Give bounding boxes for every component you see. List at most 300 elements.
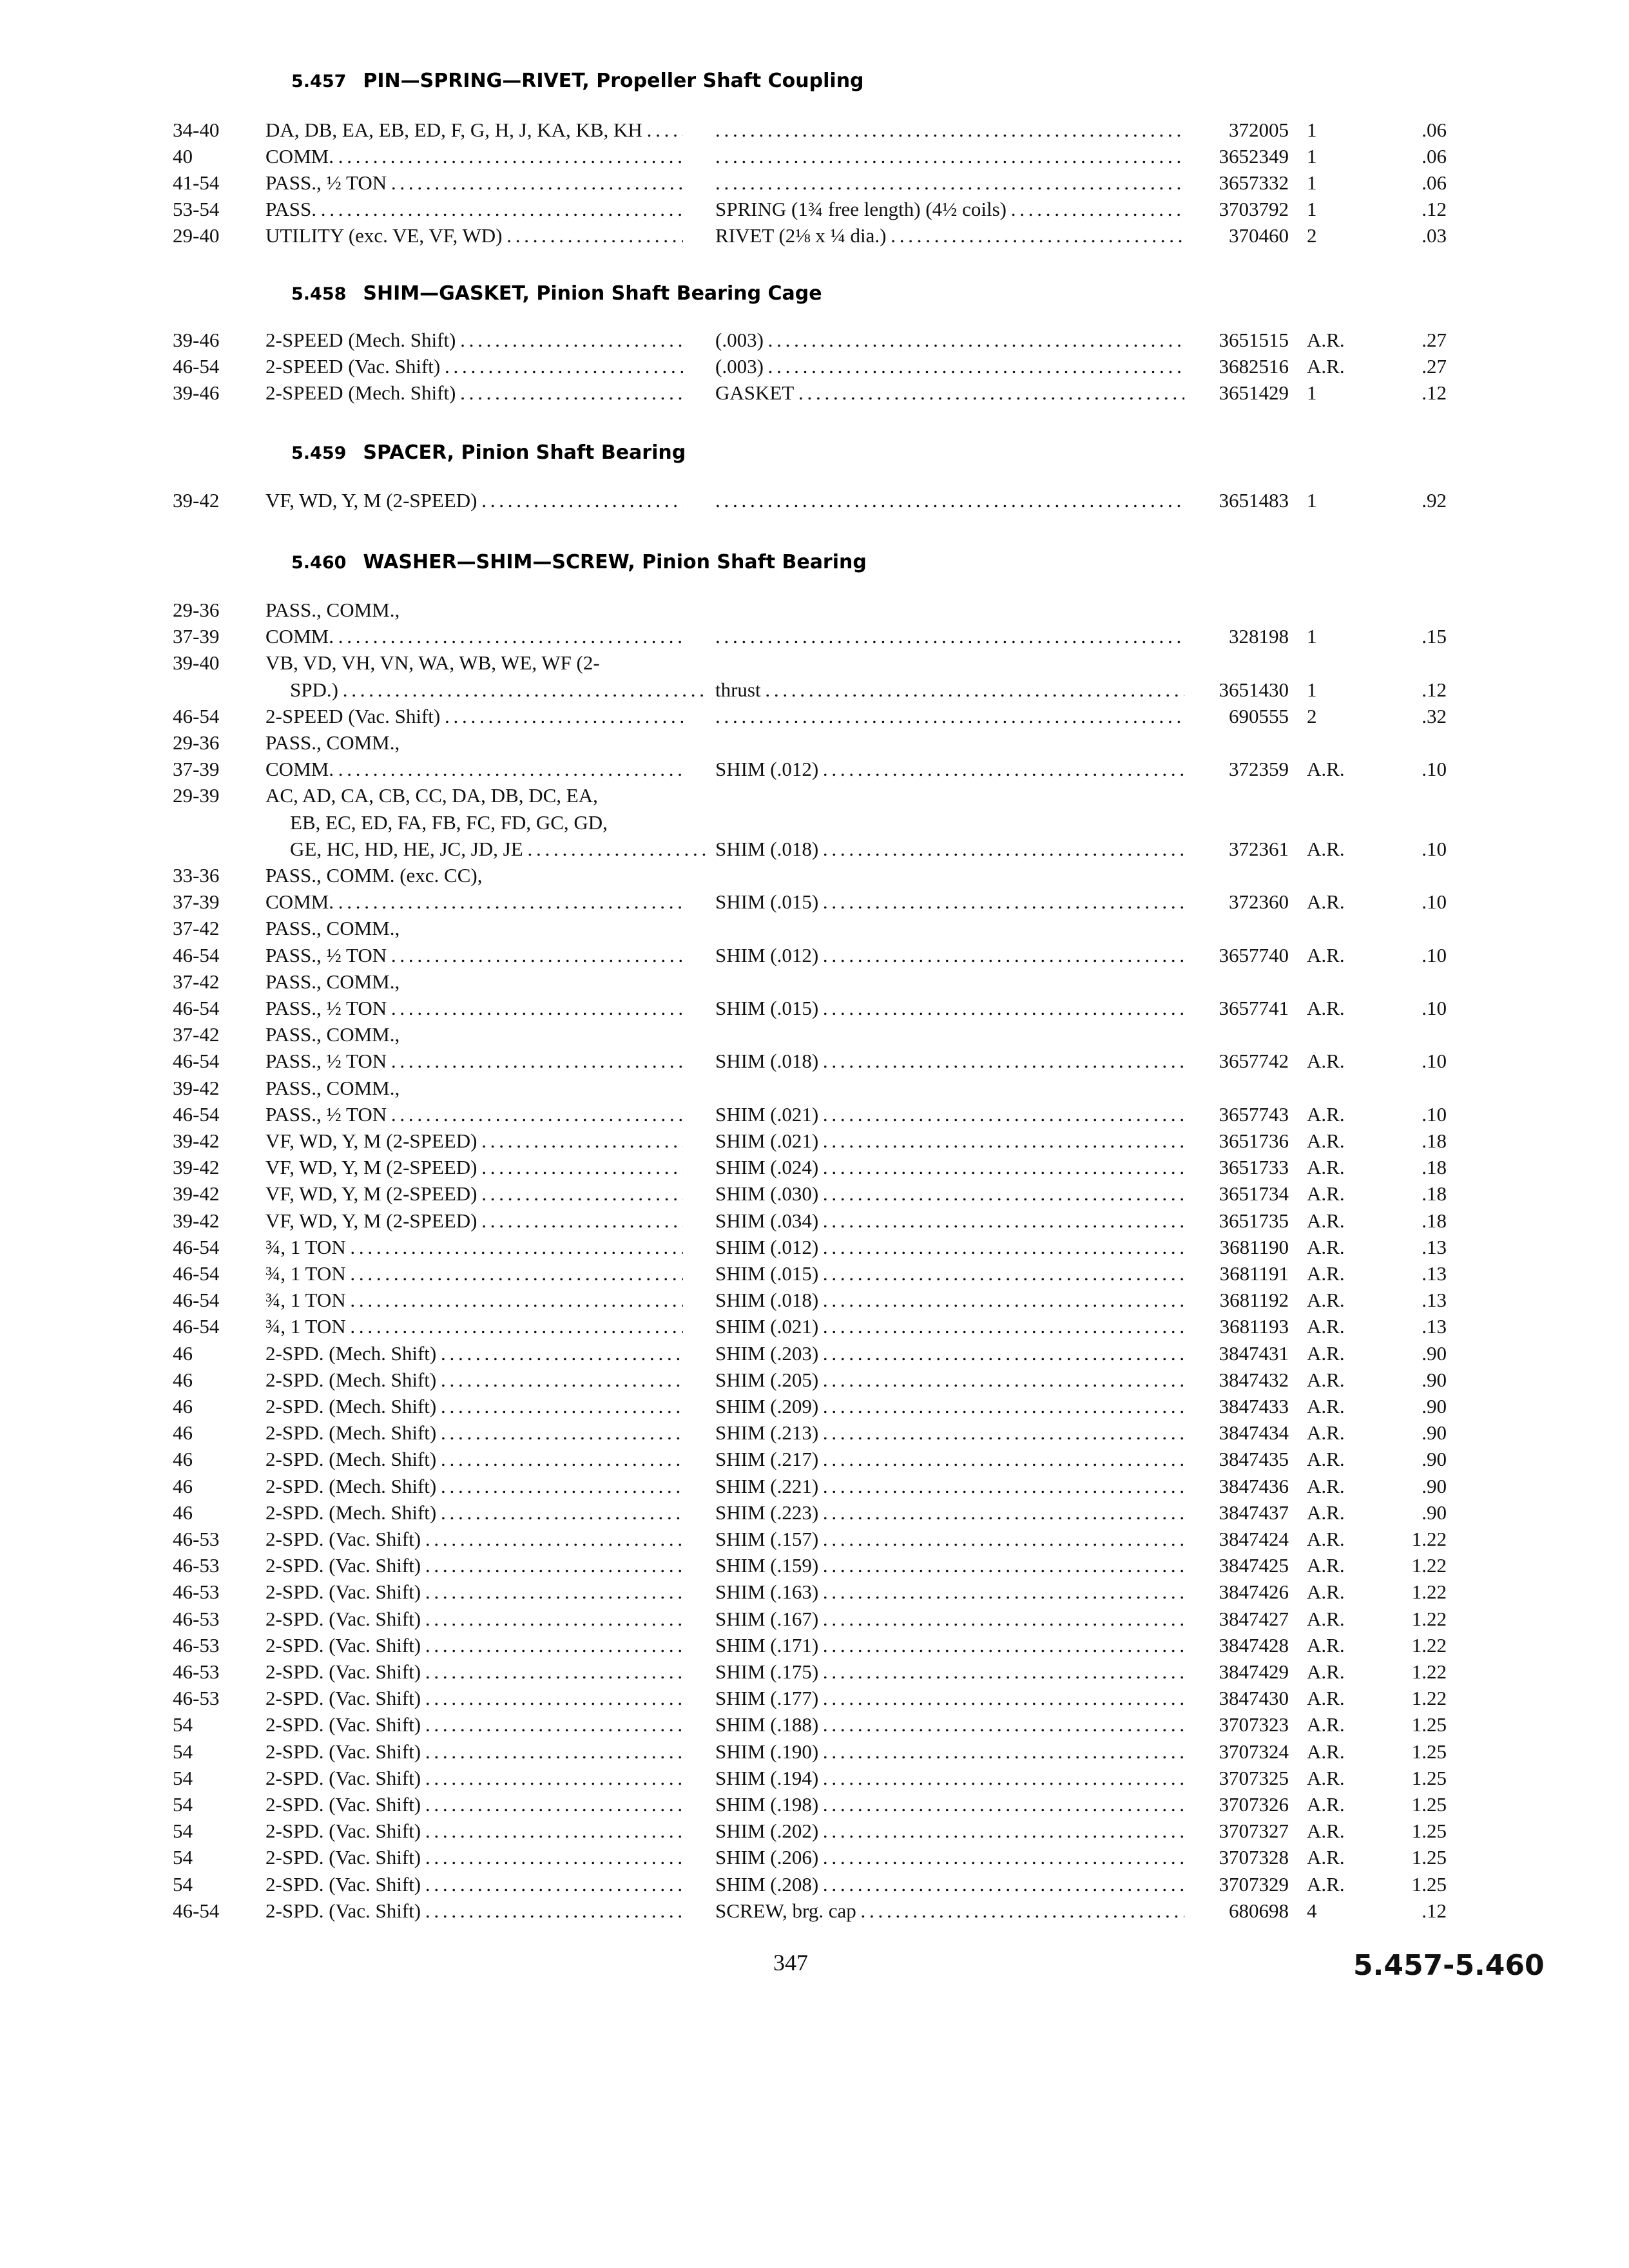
price: 1.22 <box>1411 1554 1447 1577</box>
table-row <box>0 1314 1629 1341</box>
model-list <box>265 1075 400 1101</box>
part-description <box>715 1553 1184 1579</box>
description-text: SPRING (1¾ free length) (4½ coils) . . . <box>715 198 1184 220</box>
model-text: 2-SPD. (Mech. Shift) . . . <box>265 1342 683 1365</box>
model-list <box>265 327 683 353</box>
year-range: 46-53 <box>173 1528 220 1550</box>
model-text: PASS., COMM., <box>265 917 400 940</box>
table-row <box>0 1075 1629 1102</box>
part-number: 3707328 <box>1219 1846 1289 1869</box>
description-text: SHIM (.175) . . . <box>715 1660 1184 1683</box>
model-list <box>265 1845 683 1870</box>
part-description <box>715 995 1184 1021</box>
part-number: 3651734 <box>1219 1182 1289 1206</box>
price: .10 <box>1422 1050 1447 1073</box>
model-text: VB, VD, VH, VN, WA, WB, WE, WF (2- <box>265 651 600 675</box>
model-text: PASS., ½ TON . . . <box>265 1050 683 1072</box>
quantity: A.R. <box>1307 1607 1345 1630</box>
table-row <box>0 354 1629 381</box>
table-row <box>0 1181 1629 1208</box>
model-list <box>265 995 683 1021</box>
part-description <box>715 1181 1184 1207</box>
part-description <box>715 756 1184 782</box>
part-number: 372360 <box>1229 890 1289 914</box>
table-row <box>0 1845 1629 1872</box>
year-range: 39-42 <box>173 1156 220 1179</box>
price: 1.25 <box>1411 1740 1447 1763</box>
part-number: 372361 <box>1229 837 1289 860</box>
model-text: DA, DB, EA, EB, ED, F, G, H, J, KA, KB, KH . . . <box>265 119 683 141</box>
part-number: 3847430 <box>1219 1687 1289 1710</box>
section-title: PIN—SPRING—RIVET, Propeller Shaft Coupling <box>363 70 864 92</box>
description-text: SHIM (.208) . . . <box>715 1873 1184 1896</box>
model-list <box>265 943 683 968</box>
part-number: 3847437 <box>1219 1501 1289 1524</box>
price: .13 <box>1422 1315 1447 1338</box>
year-range: 39-40 <box>173 651 220 675</box>
year-range: 37-39 <box>173 758 220 781</box>
table-row <box>0 916 1629 943</box>
year-range: 54 <box>173 1713 193 1736</box>
part-number: 3847426 <box>1219 1581 1289 1604</box>
quantity: A.R. <box>1307 1129 1345 1152</box>
model-text: 2-SPD. (Vac. Shift) . . . <box>265 1793 683 1816</box>
model-text: PASS., ½ TON . . . <box>265 944 683 966</box>
model-list <box>265 488 683 514</box>
part-description <box>715 889 1184 915</box>
price: .12 <box>1422 678 1447 701</box>
model-list <box>265 1686 683 1711</box>
model-text: EB, EC, ED, FA, FB, FC, FD, GC, GD, <box>290 811 608 834</box>
part-number: 3847433 <box>1219 1395 1289 1418</box>
table-row <box>0 783 1629 810</box>
price: 1.22 <box>1411 1581 1447 1604</box>
table-row <box>0 1579 1629 1606</box>
year-range: 39-42 <box>173 1209 220 1232</box>
table-row <box>0 1553 1629 1580</box>
year-range: 46 <box>173 1474 193 1497</box>
year-range: 29-36 <box>173 599 220 621</box>
year-range: 33-36 <box>173 864 220 887</box>
description-text: SHIM (.190) . . . <box>715 1740 1184 1763</box>
price: .06 <box>1422 119 1447 141</box>
part-description <box>715 1818 1184 1844</box>
part-number: 3707324 <box>1219 1740 1289 1763</box>
table-row <box>0 488 1629 515</box>
quantity: 1 <box>1307 171 1317 194</box>
price: 1.22 <box>1411 1607 1447 1630</box>
table-row <box>0 197 1629 224</box>
part-number: 3847428 <box>1219 1633 1289 1657</box>
quantity: A.R. <box>1307 1341 1345 1365</box>
section-heading <box>291 282 822 305</box>
description-text: SHIM (.021) . . . <box>715 1315 1184 1338</box>
year-range: 46-53 <box>173 1687 220 1710</box>
model-list <box>265 1739 683 1765</box>
price: .10 <box>1422 997 1447 1019</box>
part-description <box>715 488 1184 514</box>
part-description <box>715 1367 1184 1393</box>
model-text: COMM. . . . <box>265 758 683 780</box>
quantity: A.R. <box>1307 1368 1345 1391</box>
description-text: SHIM (.194) . . . <box>715 1767 1184 1789</box>
description-text: SHIM (.221) . . . <box>715 1475 1184 1497</box>
description-text: SHIM (.163) . . . <box>715 1581 1184 1603</box>
model-text: PASS., ½ TON . . . <box>265 997 683 1019</box>
table-row <box>0 704 1629 731</box>
part-description <box>715 1606 1184 1632</box>
model-list <box>265 1500 683 1526</box>
model-text: ¾, 1 TON . . . <box>265 1315 683 1338</box>
year-range: 46 <box>173 1448 193 1471</box>
part-number: 3847431 <box>1219 1341 1289 1365</box>
model-text: 2-SPD. (Mech. Shift) . . . <box>265 1501 683 1524</box>
part-number: 3707327 <box>1219 1820 1289 1843</box>
part-number: 3651733 <box>1219 1156 1289 1179</box>
price: .10 <box>1422 837 1447 860</box>
description-text <box>715 171 1184 194</box>
price: 1.22 <box>1411 1660 1447 1683</box>
table-row <box>0 1872 1629 1899</box>
table-row <box>0 677 1629 704</box>
price: 1.25 <box>1411 1766 1447 1789</box>
part-description <box>715 1792 1184 1818</box>
year-range: 54 <box>173 1793 193 1816</box>
year-range: 46-54 <box>173 997 220 1019</box>
page-number: 347 <box>773 1950 808 1975</box>
quantity: 1 <box>1307 119 1317 141</box>
section-range: 5.457-5.460 <box>1353 1949 1545 1982</box>
part-description <box>715 1102 1184 1128</box>
model-list <box>265 1208 683 1234</box>
description-text <box>715 625 1184 648</box>
model-list <box>265 677 708 703</box>
quantity: A.R. <box>1307 1766 1345 1789</box>
model-list <box>265 1181 683 1207</box>
model-text: ¾, 1 TON . . . <box>265 1289 683 1311</box>
table-row <box>0 1022 1629 1049</box>
model-list <box>265 1235 683 1260</box>
quantity: A.R. <box>1307 1554 1345 1577</box>
part-number: 372359 <box>1229 758 1289 781</box>
price: .90 <box>1422 1341 1447 1365</box>
model-list <box>265 1287 683 1313</box>
price: 1.25 <box>1411 1713 1447 1736</box>
price: .10 <box>1422 758 1447 781</box>
part-description <box>715 1341 1184 1367</box>
part-number: 3707323 <box>1219 1713 1289 1736</box>
table-row <box>0 1155 1629 1182</box>
description-text: SHIM (.177) . . . <box>715 1687 1184 1709</box>
quantity: A.R. <box>1307 890 1345 914</box>
model-list <box>265 889 683 915</box>
quantity: A.R. <box>1307 758 1345 781</box>
part-description <box>715 197 1184 222</box>
model-list <box>265 197 683 222</box>
part-description <box>715 704 1184 729</box>
description-text: SHIM (.209) . . . <box>715 1395 1184 1418</box>
model-text: 2-SPD. (Mech. Shift) . . . <box>265 1448 683 1470</box>
part-description <box>715 1235 1184 1260</box>
price: 1.22 <box>1411 1687 1447 1710</box>
part-number: 328198 <box>1229 625 1289 648</box>
quantity: 1 <box>1307 489 1317 512</box>
table-row <box>0 889 1629 916</box>
model-list <box>265 1155 683 1180</box>
table-row <box>0 1287 1629 1314</box>
table-row <box>0 1474 1629 1501</box>
model-text: 2-SPD. (Vac. Shift) . . . <box>265 1820 683 1842</box>
part-description <box>715 1739 1184 1765</box>
year-range: 37-42 <box>173 917 220 940</box>
model-list <box>265 836 708 862</box>
section-number: 5.458 <box>291 284 347 304</box>
model-list <box>265 1818 683 1844</box>
part-description <box>715 1420 1184 1446</box>
quantity: A.R. <box>1307 1235 1345 1258</box>
price: 1.25 <box>1411 1820 1447 1843</box>
model-list <box>265 1261 683 1287</box>
model-list <box>265 704 683 729</box>
part-number: 3847427 <box>1219 1607 1289 1630</box>
quantity: A.R. <box>1307 1501 1345 1524</box>
quantity: A.R. <box>1307 1713 1345 1736</box>
price: 1.25 <box>1411 1846 1447 1869</box>
year-range: 29-40 <box>173 224 220 247</box>
description-text: SHIM (.018) . . . <box>715 1050 1184 1072</box>
quantity: A.R. <box>1307 1289 1345 1312</box>
model-text: SPD.) . . . <box>290 678 708 701</box>
table-row <box>0 1712 1629 1739</box>
model-list <box>265 380 683 406</box>
year-range: 37-42 <box>173 1023 220 1046</box>
model-list <box>265 1898 683 1924</box>
model-list <box>265 916 400 941</box>
model-list <box>265 1659 683 1685</box>
model-text: PASS., COMM. (exc. CC), <box>265 864 483 887</box>
part-description <box>715 1208 1184 1234</box>
description-text <box>715 119 1184 141</box>
part-number: 3651736 <box>1219 1129 1289 1152</box>
model-list <box>265 117 683 143</box>
year-range: 46-54 <box>173 1235 220 1258</box>
table-row <box>0 863 1629 890</box>
part-description <box>715 1287 1184 1313</box>
year-range: 46-53 <box>173 1581 220 1604</box>
description-text: SHIM (.198) . . . <box>715 1793 1184 1816</box>
quantity: A.R. <box>1307 943 1345 966</box>
part-number: 690555 <box>1229 704 1289 727</box>
model-text: 2-SPD. (Vac. Shift) . . . <box>265 1581 683 1603</box>
table-row <box>0 117 1629 144</box>
model-text: 2-SPD. (Vac. Shift) . . . <box>265 1608 683 1630</box>
part-number: 3847434 <box>1219 1421 1289 1445</box>
table-row <box>0 1659 1629 1686</box>
price: .13 <box>1422 1262 1447 1285</box>
part-description <box>715 1526 1184 1552</box>
part-number: 3651483 <box>1219 489 1289 512</box>
section-heading <box>291 441 686 464</box>
section-number: 5.459 <box>291 443 347 463</box>
price: .06 <box>1422 171 1447 194</box>
part-number: 3847436 <box>1219 1474 1289 1497</box>
model-list <box>265 969 400 995</box>
year-range: 46-53 <box>173 1633 220 1657</box>
part-description <box>715 1633 1184 1658</box>
section-number: 5.457 <box>291 72 347 91</box>
year-range: 46-54 <box>173 1262 220 1285</box>
part-description <box>715 677 1184 703</box>
model-text: COMM. . . . <box>265 145 683 168</box>
part-number: 3847425 <box>1219 1554 1289 1577</box>
model-text: PASS., COMM., <box>265 970 400 993</box>
part-description <box>715 1394 1184 1419</box>
model-list <box>265 1633 683 1658</box>
model-text: UTILITY (exc. VE, VF, WD) . . . <box>265 224 683 247</box>
section-title: WASHER—SHIM—SCREW, Pinion Shaft Bearing <box>363 551 867 573</box>
year-range: 39-42 <box>173 1129 220 1152</box>
year-range: 53-54 <box>173 198 220 220</box>
model-list <box>265 1553 683 1579</box>
description-text: SHIM (.015) . . . <box>715 997 1184 1019</box>
description-text: SHIM (.015) . . . <box>715 1262 1184 1285</box>
model-text: GE, HC, HD, HE, JC, JD, JE . . . <box>290 838 708 860</box>
quantity: A.R. <box>1307 1846 1345 1869</box>
quantity: A.R. <box>1307 1421 1345 1445</box>
quantity: A.R. <box>1307 329 1345 351</box>
part-description <box>715 1872 1184 1898</box>
table-row <box>0 995 1629 1023</box>
model-text: 2-SPD. (Vac. Shift) . . . <box>265 1899 683 1922</box>
price: .03 <box>1422 224 1447 247</box>
part-number: 3682516 <box>1219 355 1289 378</box>
description-text: GASKET . . . <box>715 381 1184 404</box>
table-row <box>0 144 1629 171</box>
table-row <box>0 1606 1629 1633</box>
part-description <box>715 1314 1184 1340</box>
part-number: 3657332 <box>1219 171 1289 194</box>
quantity: A.R. <box>1307 1102 1345 1126</box>
year-range: 46 <box>173 1341 193 1365</box>
section-heading <box>291 70 864 92</box>
year-range: 46-53 <box>173 1660 220 1683</box>
part-number: 3657742 <box>1219 1050 1289 1073</box>
part-number: 3657740 <box>1219 943 1289 966</box>
model-text: PASS. . . . <box>265 198 683 220</box>
part-description <box>715 144 1184 169</box>
model-list <box>265 1102 683 1128</box>
part-number: 3703792 <box>1219 198 1289 220</box>
part-number: 3847424 <box>1219 1528 1289 1550</box>
description-text <box>715 145 1184 168</box>
model-list <box>265 597 400 623</box>
section-title: SHIM—GASKET, Pinion Shaft Bearing Cage <box>363 282 822 305</box>
model-list <box>265 1765 683 1791</box>
quantity: A.R. <box>1307 1262 1345 1285</box>
model-text: VF, WD, Y, M (2-SPEED) . . . <box>265 489 683 512</box>
model-text: 2-SPD. (Vac. Shift) . . . <box>265 1528 683 1550</box>
price: .18 <box>1422 1209 1447 1232</box>
part-description <box>715 1474 1184 1499</box>
model-list <box>265 1048 683 1074</box>
part-description <box>715 624 1184 649</box>
quantity: 1 <box>1307 381 1317 404</box>
part-description <box>715 1500 1184 1526</box>
table-row <box>0 756 1629 783</box>
model-list <box>265 863 482 889</box>
table-row <box>0 943 1629 970</box>
quantity: 2 <box>1307 224 1317 247</box>
quantity: A.R. <box>1307 1820 1345 1843</box>
table-row <box>0 969 1629 996</box>
table-row <box>0 223 1629 250</box>
year-range: 39-42 <box>173 1182 220 1206</box>
year-range: 46-54 <box>173 943 220 966</box>
part-number: 3681192 <box>1219 1289 1289 1312</box>
description-text <box>715 489 1184 512</box>
table-row <box>0 730 1629 757</box>
table-row <box>0 1633 1629 1660</box>
price: .12 <box>1422 198 1447 220</box>
table-row <box>0 1792 1629 1819</box>
table-row <box>0 597 1629 624</box>
year-range: 46 <box>173 1368 193 1391</box>
model-text: 2-SPD. (Vac. Shift) . . . <box>265 1554 683 1577</box>
quantity: 4 <box>1307 1899 1317 1922</box>
price: .27 <box>1422 329 1447 351</box>
model-list <box>265 1526 683 1552</box>
table-row <box>0 1394 1629 1421</box>
model-text: COMM. . . . <box>265 625 683 648</box>
model-list <box>265 730 400 756</box>
table-row <box>0 650 1629 677</box>
price: .13 <box>1422 1289 1447 1312</box>
year-range: 46 <box>173 1501 193 1524</box>
part-number: 370460 <box>1229 224 1289 247</box>
part-description <box>715 1898 1184 1924</box>
quantity: A.R. <box>1307 1740 1345 1763</box>
table-row <box>0 1367 1629 1394</box>
part-description <box>715 327 1184 353</box>
table-row <box>0 1102 1629 1129</box>
description-text: SHIM (.018) . . . <box>715 838 1184 860</box>
model-list <box>265 223 683 249</box>
description-text: SHIM (.012) . . . <box>715 1236 1184 1258</box>
model-text: 2-SPD. (Vac. Shift) . . . <box>265 1740 683 1763</box>
model-list <box>265 1474 683 1499</box>
model-text: 2-SPEED (Mech. Shift) . . . <box>265 381 683 404</box>
part-number: 3707326 <box>1219 1793 1289 1816</box>
section-number: 5.460 <box>291 553 347 573</box>
price: .90 <box>1422 1395 1447 1418</box>
price: .10 <box>1422 1102 1447 1126</box>
model-text: 2-SPD. (Mech. Shift) . . . <box>265 1369 683 1391</box>
model-text: PASS., ½ TON . . . <box>265 1103 683 1126</box>
model-list <box>265 756 683 782</box>
part-description <box>715 1446 1184 1472</box>
model-text: 2-SPEED (Vac. Shift) . . . <box>265 355 683 378</box>
description-text: SHIM (.223) . . . <box>715 1501 1184 1524</box>
price: .32 <box>1422 704 1447 727</box>
quantity: A.R. <box>1307 1687 1345 1710</box>
price: 1.25 <box>1411 1793 1447 1816</box>
table-row <box>0 1898 1629 1925</box>
description-text: SHIM (.159) . . . <box>715 1554 1184 1577</box>
table-row <box>0 170 1629 197</box>
description-text: SHIM (.015) . . . <box>715 890 1184 913</box>
description-text: SHIM (.012) . . . <box>715 758 1184 780</box>
model-text: 2-SPD. (Vac. Shift) . . . <box>265 1846 683 1869</box>
